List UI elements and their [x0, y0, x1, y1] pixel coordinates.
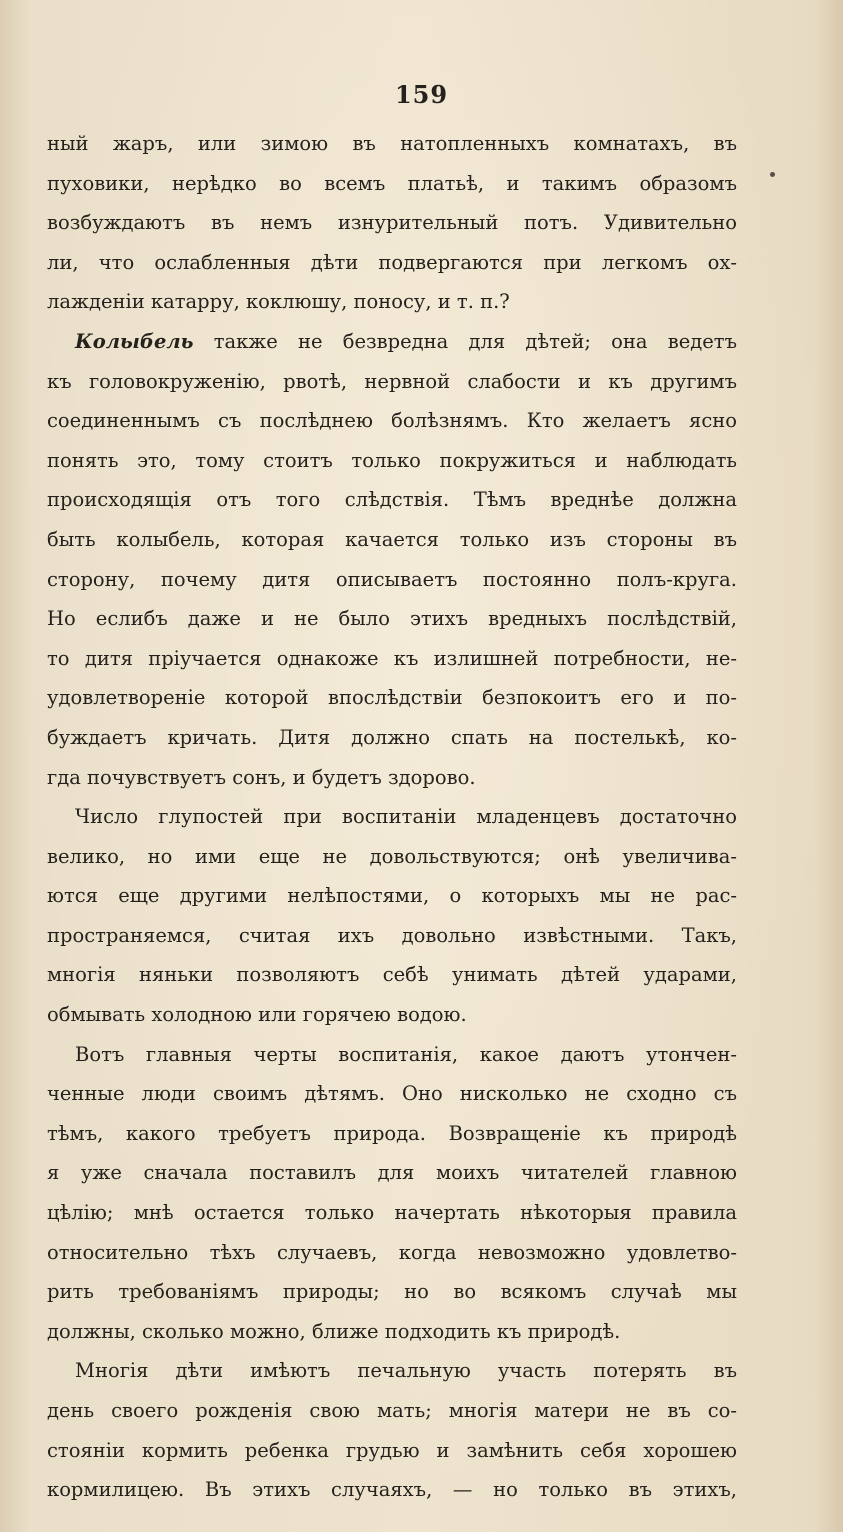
- emphasized-word: Колыбель: [75, 329, 194, 353]
- text-line: сторону, почему дитя описываетъ постоянно полъ-круга.: [47, 567, 737, 591]
- text-line: пуховики, нерѣдко во всемъ платьѣ, и такимъ образомъ: [47, 171, 737, 195]
- text-line: лажденіи катарру, коклюшу, поносу, и т. п.?: [47, 290, 510, 314]
- text-line: кормилицею. Въ этихъ случаяхъ, — но только въ этихъ,: [47, 1478, 737, 1502]
- page-number: 159: [394, 80, 449, 109]
- text-line: пространяемся, считая ихъ довольно извѣстными. Такъ,: [47, 923, 737, 947]
- text-line: Число глупостей при воспитаніи младенцевъ достаточно: [75, 805, 737, 829]
- text-line: возбуждаютъ въ немъ изнурительный потъ. Удивительно: [47, 211, 737, 235]
- text-line: буждаетъ кричать. Дитя должно спать на постелькѣ, ко-: [47, 725, 737, 749]
- text-line: относительно тѣхъ случаевъ, когда невозможно удовлетво-: [47, 1240, 737, 1264]
- text-line: гда почувствуетъ сонъ, и будетъ здорово.: [47, 765, 476, 789]
- text-line: рить требованіямъ природы; но во всякомъ случаѣ мы: [47, 1280, 737, 1304]
- text-line: день своего рожденія свою мать; многія матери не въ со-: [47, 1399, 737, 1422]
- text-line: велико, но ими еще не довольствуются; онѣ увеличива-: [47, 844, 737, 868]
- text-line: къ головокруженію, рвотѣ, нервной слабости и къ другимъ: [47, 369, 737, 393]
- text-line: Колыбель также не безвредна для дѣтей; она ведетъ: [75, 329, 737, 353]
- text-line: я уже сначала поставилъ для моихъ читателей главною: [47, 1161, 737, 1185]
- text-line: стояніи кормить ребенка грудью и замѣнить себя хорошею: [47, 1438, 737, 1462]
- text-line: ются еще другими нелѣпостями, о которыхъ мы не рас-: [47, 884, 737, 908]
- text-line: ли, что ослабленныя дѣти подвергаются при легкомъ ох-: [47, 250, 737, 274]
- text-line: обмывать холодною или горячею водою.: [47, 1003, 467, 1027]
- body-text: [47, 124, 737, 1510]
- text-line: Многія дѣти имѣютъ печальную участь потерять въ: [75, 1359, 737, 1383]
- text-line: Но еслибъ даже и не было этихъ вредныхъ послѣдствій,: [47, 607, 737, 631]
- margin-mark: [770, 172, 775, 177]
- text-line: соединеннымъ съ послѣднею болѣзнямъ. Кто желаетъ ясно: [47, 409, 737, 433]
- text-line: ченные люди своимъ дѣтямъ. Оно нисколько не сходно съ: [47, 1082, 737, 1106]
- text-line: многія няньки позволяютъ себѣ унимать дѣтей ударами,: [47, 963, 737, 987]
- text-line: происходящія отъ того слѣдствія. Тѣмъ вреднѣе должна: [47, 488, 737, 512]
- text-line: то дитя пріучается однакоже къ излишней потребности, не-: [47, 646, 737, 670]
- text-line: Вотъ главныя черты воспитанія, какое даютъ утончен-: [75, 1042, 737, 1066]
- text-line: должны, сколько можно, ближе подходить къ природѣ.: [47, 1319, 621, 1343]
- text-line: быть колыбель, которая качается только изъ стороны въ: [47, 527, 737, 551]
- text-line: тѣмъ, какого требуетъ природа. Возвращеніе къ природѣ: [47, 1121, 737, 1145]
- text-line: понять это, тому стоитъ только покружиться и наблюдать: [47, 448, 737, 472]
- text-line: цѣлію; мнѣ остается только начертать нѣкоторыя правила: [47, 1201, 737, 1225]
- text-line: удовлетвореніе которой впослѣдствіи безпокоитъ его и по-: [47, 686, 737, 710]
- text-line: ный жаръ, или зимою въ натопленныхъ комнатахъ, въ: [47, 132, 737, 155]
